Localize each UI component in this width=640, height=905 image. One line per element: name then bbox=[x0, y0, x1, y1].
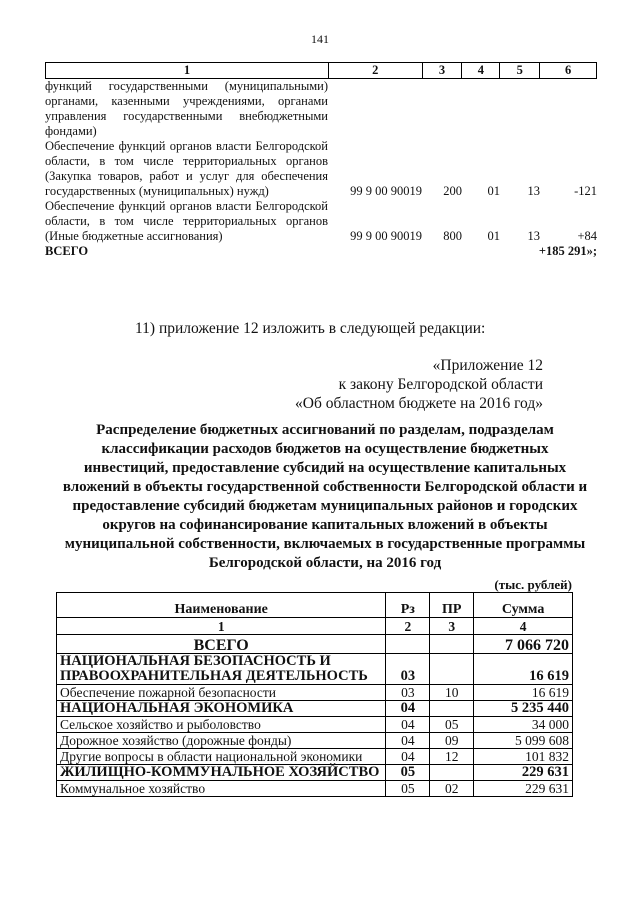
col-number-3: 3 bbox=[430, 618, 474, 635]
row-pr: 05 bbox=[430, 717, 474, 733]
row-pr bbox=[430, 654, 474, 685]
continuation-table bbox=[45, 62, 597, 259]
col-number-2: 2 bbox=[386, 618, 430, 635]
row-rz bbox=[386, 635, 430, 654]
row-pr: 10 bbox=[430, 685, 474, 701]
row-name: Обеспечение пожарной безопасности bbox=[57, 685, 386, 701]
row-pr bbox=[430, 701, 474, 717]
header-sum: Сумма bbox=[474, 593, 573, 618]
row-code: 99 9 00 90019 bbox=[350, 184, 422, 198]
table-header-row bbox=[57, 593, 573, 618]
document-title: Распределение бюджетных ассигнований по разделам, подразделам классификации расходов бюджетов на осуществление бюджетных инвестиций, предоставление субсидий на осуществление капитальных вложений в объекты государственной собственности Белгородской области и предоставление субсидий бюджетам муниципальных районов и городских округов на софинансирование капитальных вложений в объекты муниципальной собственности, включаемых в государственные программы Белгородской области, на 2016 год bbox=[62, 422, 588, 571]
row-pr: 02 bbox=[430, 781, 474, 797]
total-label: ВСЕГО bbox=[45, 244, 89, 258]
row-sum: 229 631 bbox=[474, 765, 573, 781]
row-pr: 13 bbox=[527, 184, 540, 198]
row-rz: 04 bbox=[386, 717, 430, 733]
row-rz: 05 bbox=[386, 781, 430, 797]
table-row bbox=[45, 139, 597, 199]
appendix-line-3: «Об областном бюджете на 2016 год» bbox=[295, 395, 543, 412]
table-row bbox=[57, 733, 573, 749]
table-row bbox=[57, 654, 573, 685]
row-name: Другие вопросы в области национальной экономики bbox=[57, 749, 386, 765]
row-rz: 04 bbox=[386, 733, 430, 749]
row-name: Обеспечение функций органов власти Белгородской области, в том числе территориальных органов (Закупка товаров, работ и услуг для обеспечения государственных (муниципальных) нужд) bbox=[45, 139, 328, 198]
row-sum: 101 832 bbox=[474, 749, 573, 765]
row-pr: 13 bbox=[527, 229, 540, 243]
header-pr: ПР bbox=[430, 593, 474, 618]
col-number-4: 4 bbox=[474, 618, 573, 635]
row-pr bbox=[430, 765, 474, 781]
row-pr: 09 bbox=[430, 733, 474, 749]
row-vr: 800 bbox=[443, 229, 462, 243]
row-rz: 01 bbox=[487, 229, 500, 243]
row-name: ВСЕГО bbox=[57, 635, 386, 654]
appendix-line-2: к закону Белгородской области bbox=[338, 376, 543, 393]
header-col-5: 5 bbox=[499, 63, 539, 78]
col-number-1: 1 bbox=[57, 618, 386, 635]
amendment-instruction: 11) приложение 12 изложить в следующей редакции: bbox=[135, 320, 486, 337]
table-row bbox=[57, 717, 573, 733]
allocation-table bbox=[56, 592, 573, 797]
table-row bbox=[45, 79, 597, 139]
appendix-heading bbox=[295, 356, 543, 413]
table-row bbox=[57, 765, 573, 781]
row-name: ЖИЛИЩНО-КОММУНАЛЬНОЕ ХОЗЯЙСТВО bbox=[57, 765, 386, 781]
row-sum: 16 619 bbox=[474, 685, 573, 701]
row-sum: 5 099 608 bbox=[474, 733, 573, 749]
row-rz: 04 bbox=[386, 749, 430, 765]
header-col-6: 6 bbox=[539, 63, 596, 78]
row-name: Дорожное хозяйство (дорожные фонды) bbox=[57, 733, 386, 749]
header-col-4: 4 bbox=[461, 63, 499, 78]
row-sum: +84 bbox=[577, 229, 597, 243]
header-name: Наименование bbox=[57, 593, 386, 618]
row-sum: 229 631 bbox=[474, 781, 573, 797]
header-col-2: 2 bbox=[328, 63, 422, 78]
header-col-3: 3 bbox=[422, 63, 462, 78]
row-pr bbox=[430, 635, 474, 654]
continuation-table-header bbox=[45, 62, 597, 79]
table-row bbox=[57, 701, 573, 717]
appendix-line-1: «Приложение 12 bbox=[432, 357, 543, 374]
header-rz: Рз bbox=[386, 593, 430, 618]
row-sum: -121 bbox=[574, 184, 597, 198]
units-label: (тыс. рублей) bbox=[494, 577, 572, 592]
header-col-1: 1 bbox=[183, 63, 191, 77]
row-rz: 05 bbox=[386, 765, 430, 781]
row-rz: 01 bbox=[487, 184, 500, 198]
row-sum: 5 235 440 bbox=[474, 701, 573, 717]
continuation-total bbox=[45, 244, 597, 259]
table-row bbox=[45, 199, 597, 244]
row-pr: 12 bbox=[430, 749, 474, 765]
row-sum: 34 000 bbox=[474, 717, 573, 733]
row-sum: 7 066 720 bbox=[474, 635, 573, 654]
row-name: НАЦИОНАЛЬНАЯ БЕЗОПАСНОСТЬ И ПРАВООХРАНИТЕЛЬНАЯ ДЕЯТЕЛЬНОСТЬ bbox=[57, 654, 386, 685]
row-rz: 03 bbox=[386, 654, 430, 685]
row-rz: 03 bbox=[386, 685, 430, 701]
row-rz: 04 bbox=[386, 701, 430, 717]
table-number-row bbox=[57, 618, 573, 635]
table-row bbox=[57, 781, 573, 797]
row-name: НАЦИОНАЛЬНАЯ ЭКОНОМИКА bbox=[57, 701, 386, 717]
row-vr: 200 bbox=[443, 184, 462, 198]
row-name: Сельское хозяйство и рыболовство bbox=[57, 717, 386, 733]
total-value: +185 291»; bbox=[538, 244, 597, 258]
page-number: 141 bbox=[311, 32, 329, 46]
row-name: функций государственными (муниципальными) органами, казенными учреждениями, органами управления государственными внебюджетными фондами) bbox=[45, 79, 328, 138]
row-name: Коммунальное хозяйство bbox=[57, 781, 386, 797]
row-name: Обеспечение функций органов власти Белгородской области, в том числе территориальных органов (Иные бюджетные ассигнования) bbox=[45, 199, 328, 243]
table-row bbox=[57, 635, 573, 654]
table-row bbox=[57, 749, 573, 765]
row-code: 99 9 00 90019 bbox=[350, 229, 422, 243]
table-row bbox=[57, 685, 573, 701]
row-sum: 16 619 bbox=[474, 654, 573, 685]
